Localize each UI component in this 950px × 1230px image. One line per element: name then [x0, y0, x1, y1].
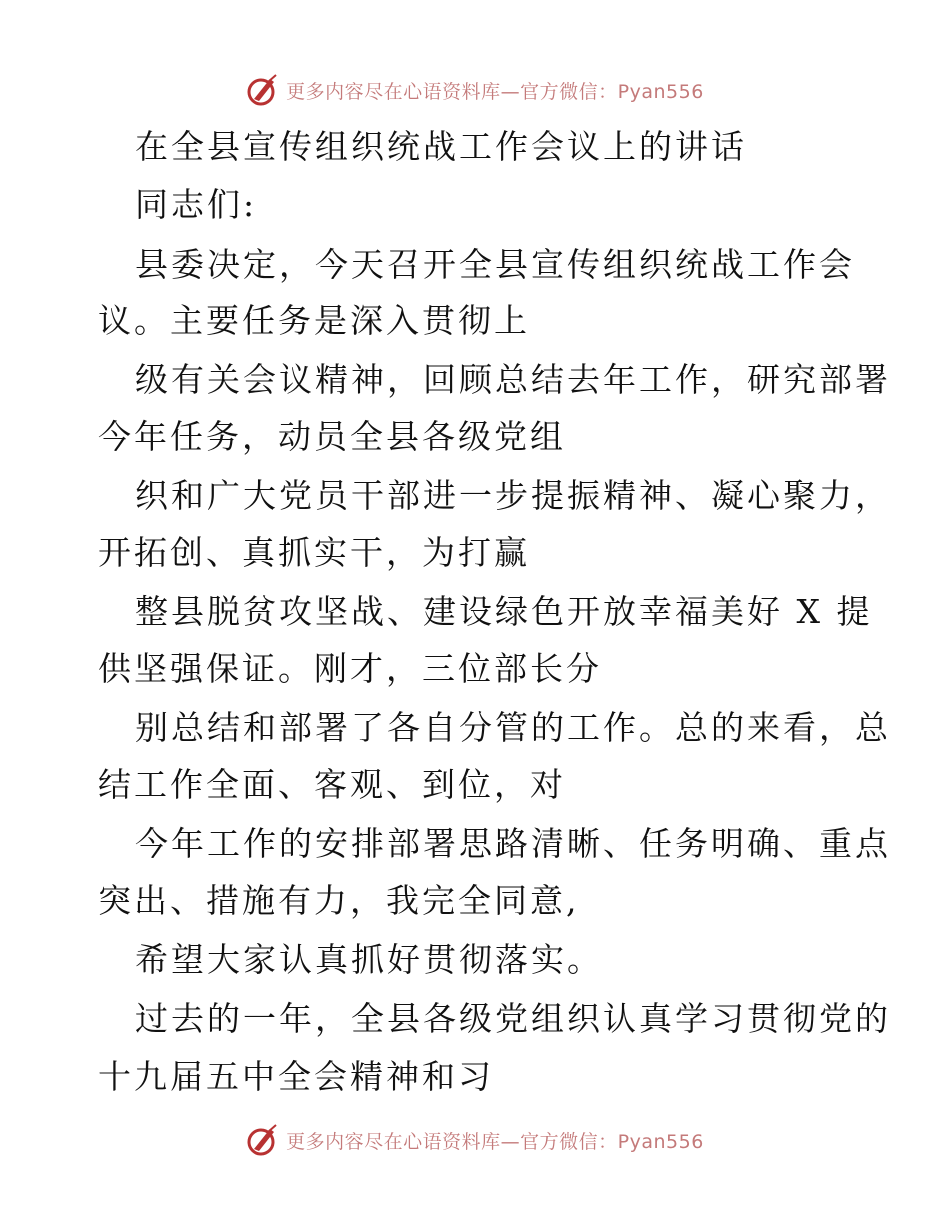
text-line: 今年工作的安排部署思路清晰、任务明确、重点 [135, 824, 891, 863]
text-line: 织和广大党员干部进一步提振精神、凝心聚力， [135, 476, 891, 515]
watermark-banner-top [0, 70, 950, 110]
text-line: 今年任务，动员全县各级党组 [98, 417, 566, 456]
text-line: 开拓创、真抓实干，为打赢 [98, 533, 530, 572]
text-line: 结工作全面、客观、到位，对 [98, 765, 566, 804]
text-line: 突出、措施有力，我完全同意, [98, 881, 580, 920]
watermark-text: 更多内容尽在心语资料库—官方微信：Pyan556 [286, 80, 704, 103]
quill-logo-icon [246, 1123, 280, 1157]
watermark-text: 更多内容尽在心语资料库—官方微信：Pyan556 [286, 1130, 704, 1153]
watermark-banner-bottom [0, 1120, 950, 1160]
quill-logo-icon [246, 73, 280, 107]
text-line: 县委决定，今天召开全县宣传组织统战工作会 [135, 245, 855, 284]
text-line: 级有关会议精神，回顾总结去年工作，研究部署 [135, 360, 891, 399]
text-line: 希望大家认真抓好贯彻落实。 [135, 940, 603, 979]
text-line: 整县脱贫攻坚战、建设绿色开放幸福美好 X 提 [135, 592, 873, 631]
salutation: 同志们: [135, 185, 258, 224]
text-line: 十九届五中全会精神和习 [98, 1057, 494, 1096]
text-line: 别总结和部署了各自分管的工作。总的来看，总 [135, 708, 891, 747]
document-title: 在全县宣传组织统战工作会议上的讲话 [135, 127, 747, 166]
text-line: 供坚强保证。刚才，三位部长分 [98, 649, 602, 688]
text-line: 议。主要任务是深入贯彻上 [98, 301, 530, 340]
text-line: 过去的一年，全县各级党组织认真学习贯彻党的 [135, 999, 891, 1038]
